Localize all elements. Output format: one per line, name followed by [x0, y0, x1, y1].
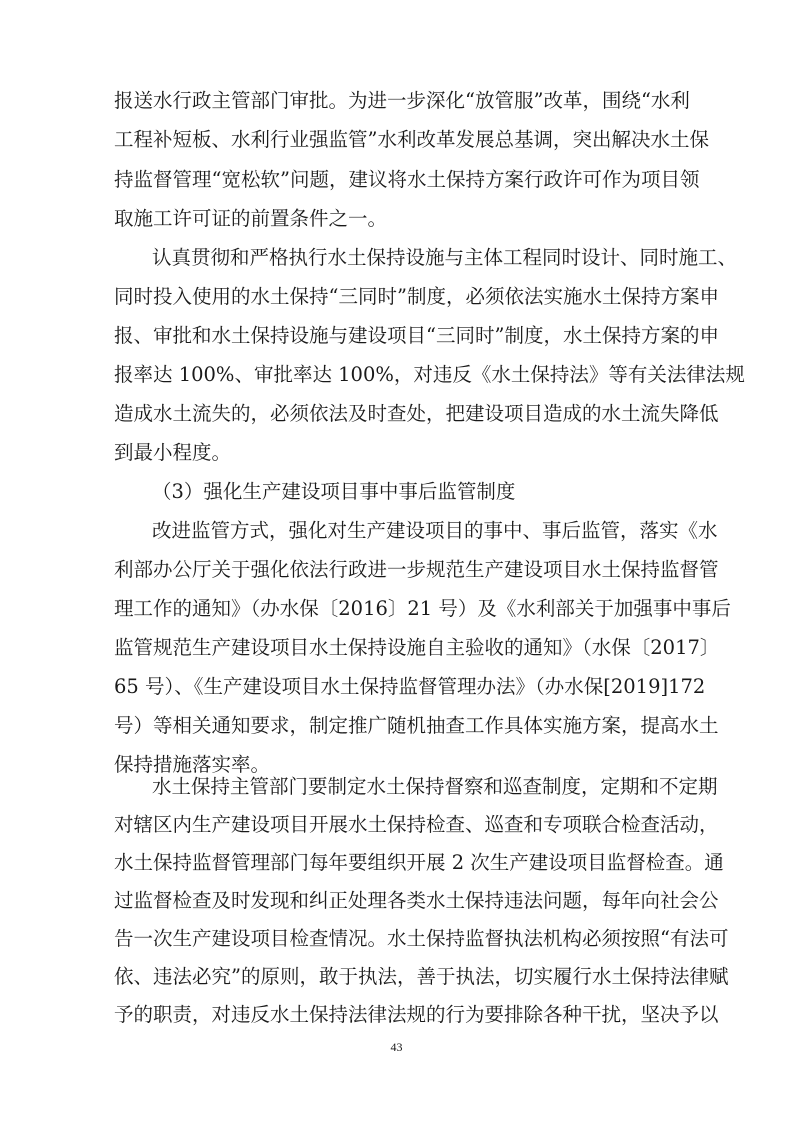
paragraph-line: 告一次生产建设项目检查情况。水土保持监督执法机构必须按照“有法可	[114, 927, 729, 950]
paragraph-line: 监管规范生产建设项目水土保持设施自主验收的通知》（水保〔2017〕	[114, 636, 720, 659]
paragraph-line: 造成水土流失的，必须依法及时查处，把建设项目造成的水土流失降低	[114, 402, 719, 425]
paragraph-line: 同时投入使用的水土保持“三同时”制度，必须依法实施水土保持方案申	[114, 285, 719, 308]
section-heading: （3）强化生产建设项目事中事后监管制度	[152, 480, 516, 503]
paragraph-line: 水土保持主管部门要制定水土保持督察和巡查制度，定期和不定期	[152, 775, 718, 798]
paragraph-line: 对辖区内生产建设项目开展水土保持检查、巡查和专项联合检查活动，	[114, 813, 719, 836]
paragraph-line: 认真贯彻和严格执行水土保持设施与主体工程同时设计、同时施工、	[152, 246, 738, 269]
paragraph-line: 报、审批和水土保持设施与建设项目“三同时”制度，水土保持方案的申	[114, 324, 719, 347]
paragraph-line: 持监督管理“宽松软”问题，建议将水土保持方案行政许可作为项目领	[114, 168, 700, 191]
paragraph-line: 取施工许可证的前置条件之一。	[114, 207, 388, 230]
paragraph-line: 过监督检查及时发现和纠正处理各类水土保持违法问题，每年向社会公	[114, 889, 719, 912]
paragraph-line: 到最小程度。	[114, 441, 232, 464]
paragraph-line: 依、违法必究”的原则，敢于执法，善于执法，切实履行水土保持法律赋	[114, 965, 729, 988]
paragraph-line: 号）等相关通知要求，制定推广随机抽查工作具体实施方案，提高水土	[114, 714, 719, 737]
paragraph-line: 保持措施落实率。	[114, 753, 271, 776]
paragraph-line: 水土保持监督管理部门每年要组织开展 2 次生产建设项目监督检查。通	[114, 851, 724, 874]
paragraph-line: 予的职责，对违反水土保持法律法规的行为要排除各种干扰，坚决予以	[114, 1003, 719, 1026]
page-number: 43	[390, 1040, 403, 1054]
paragraph-line: 报送水行政主管部门审批。为进一步深化“放管服”改革，围绕“水利	[114, 89, 690, 112]
paragraph-line: 报率达 100%、审批率达 100%，对违反《水土保持法》等有关法律法规	[114, 363, 745, 386]
paragraph-line: 工程补短板、水利行业强监管”水利改革发展总基调，突出解决水土保	[114, 128, 709, 151]
paragraph-line: 65 号）、《生产建设项目水土保持监督管理办法》（办水保[2019]172	[114, 675, 706, 698]
paragraph-line: 理工作的通知》（办水保〔2016〕21 号）及《水利部关于加强事中事后	[114, 597, 731, 620]
paragraph-line: 改进监管方式，强化对生产建设项目的事中、事后监管，落实《水	[152, 519, 718, 542]
paragraph-line: 利部办公厅关于强化依法行政进一步规范生产建设项目水土保持监督管	[114, 558, 719, 581]
